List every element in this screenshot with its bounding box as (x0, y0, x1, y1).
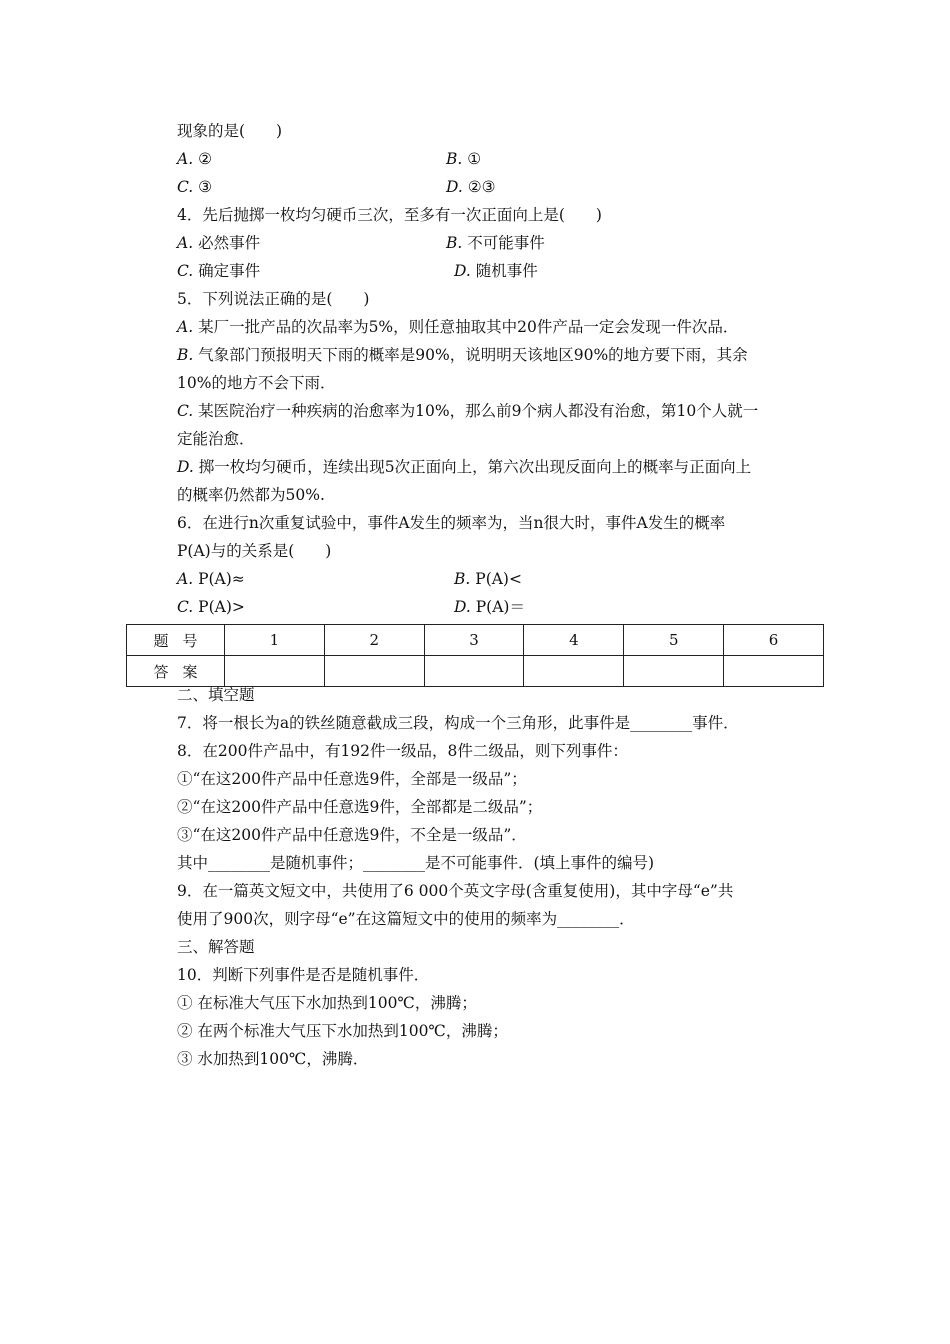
option-letter: A. (177, 234, 194, 252)
answer-table-header-row (127, 625, 824, 656)
answer-cell[interactable] (624, 656, 724, 687)
q5-option-d (177, 457, 751, 477)
option-letter: D. (454, 598, 471, 616)
q4-option-c (177, 261, 260, 281)
option-letter: A. (177, 570, 194, 588)
q8-item-2: ②“在这200件产品中任意选9件，全部都是二级品”； (177, 798, 543, 816)
option-text: ① (467, 150, 482, 168)
option-letter: B. (454, 570, 471, 588)
option-text: 气象部门预报明天下雨的概率是90%，说明明天该地区90%的地方要下雨，其余 (198, 346, 748, 364)
option-text: 某厂一批产品的次品率为5%，则任意抽取其中20件产品一定会发现一件次品． (198, 318, 739, 336)
q6-stem-cont: P(A)与的关系是( ) (177, 542, 332, 560)
question-number-cell: 1 (225, 625, 325, 656)
q8-item-1: ①“在这200件产品中任意选9件，全部是一级品”； (177, 770, 527, 788)
q6-option-d (454, 597, 525, 617)
option-text: 必然事件 (198, 234, 261, 252)
option-letter: B. (446, 234, 463, 252)
option-letter: D. (177, 458, 194, 476)
q5-option-b (177, 345, 748, 365)
option-text: P(A)＝ (475, 598, 525, 616)
option-letter: B. (446, 150, 463, 168)
answer-table (126, 624, 824, 687)
q8-item-3: ③“在这200件产品中任意选9件，不全是一级品”． (177, 826, 527, 844)
q3-option-d (446, 177, 496, 197)
question-number-cell: 4 (524, 625, 624, 656)
section-heading-fill-in: 二、填空题 (177, 686, 255, 704)
option-text: 掷一枚均匀硬币，连续出现5次正面向上，第六次出现反面向上的概率与正面向上 (198, 458, 752, 476)
option-letter: A. (177, 318, 194, 336)
q5-stem: 5．下列说法正确的是( ) (177, 290, 370, 308)
q10-item-1: ① 在标准大气压下水加热到100℃，沸腾； (177, 994, 477, 1012)
q7-stem: 7．将一根长为a的铁丝随意截成三段，构成一个三角形，此事件是________事件． (177, 714, 739, 732)
q5-option-c-cont: 定能治愈． (177, 430, 255, 448)
question-number-cell: 3 (424, 625, 524, 656)
option-letter: C. (177, 598, 194, 616)
question-number-cell: 5 (624, 625, 724, 656)
answer-table-answer-row (127, 656, 824, 687)
answer-cell[interactable] (524, 656, 624, 687)
question-number-cell: 6 (724, 625, 824, 656)
option-letter: D. (446, 178, 463, 196)
q6-option-c (177, 597, 245, 617)
q10-stem: 10．判断下列事件是否是随机事件． (177, 966, 430, 984)
q6-stem: 6．在进行n次重复试验中，事件A发生的频率为，当n很大时，事件A发生的概率 (177, 514, 726, 532)
option-letter: C. (177, 402, 194, 420)
q8-stem: 8．在200件产品中，有192件一级品，8件二级品，则下列事件： (177, 742, 628, 760)
q9-stem: 9．在一篇英文短文中，共使用了6 000个英文字母(含重复使用)，其中字母“e”共 (177, 882, 734, 900)
option-letter: C. (177, 178, 194, 196)
option-text: 不可能事件 (467, 234, 545, 252)
q10-item-3: ③ 水加热到100℃，沸腾． (177, 1050, 369, 1068)
q4-option-b (446, 233, 545, 253)
option-text: 确定事件 (198, 262, 261, 280)
q4-stem: 4．先后抛掷一枚均匀硬币三次，至多有一次正面向上是( ) (177, 206, 602, 224)
option-letter: B. (177, 346, 194, 364)
option-letter: A. (177, 150, 194, 168)
option-text: ②③ (467, 178, 496, 196)
option-text: P(A)< (475, 570, 522, 588)
q8-tail: 其中________是随机事件；________是不可能事件．(填上事件的编号) (177, 854, 655, 872)
table-row-header: 答案 (127, 656, 225, 687)
q10-item-2: ② 在两个标准大气压下水加热到100℃，沸腾； (177, 1022, 508, 1040)
q9-stem-cont: 使用了900次，则字母“e”在这篇短文中的使用的频率为________． (177, 910, 635, 928)
q4-option-d (454, 261, 538, 281)
option-letter: C. (177, 262, 194, 280)
answer-cell[interactable] (324, 656, 424, 687)
question-number-cell: 2 (324, 625, 424, 656)
option-text: P(A)> (198, 598, 245, 616)
q6-option-a (177, 569, 245, 589)
option-text: P(A)≈ (198, 570, 245, 588)
q5-option-a (177, 317, 738, 337)
q5-option-b-cont: 10%的地方不会下雨． (177, 374, 336, 392)
option-text: 随机事件 (475, 262, 538, 280)
option-letter: D. (454, 262, 471, 280)
q3-option-c (177, 177, 212, 197)
option-text: 某医院治疗一种疾病的治愈率为10%，那么前9个病人都没有治愈，第10个人就一 (198, 402, 759, 420)
option-text: ② (198, 150, 212, 168)
q4-option-a (177, 233, 260, 253)
table-row-header: 题号 (127, 625, 225, 656)
answer-cell[interactable] (225, 656, 325, 687)
q5-option-d-cont: 的概率仍然都为50%. (177, 486, 325, 504)
answer-cell[interactable] (424, 656, 524, 687)
answer-cell[interactable] (724, 656, 824, 687)
section-heading-answer: 三、解答题 (177, 938, 255, 956)
option-text: ③ (198, 178, 213, 196)
q5-option-c (177, 401, 758, 421)
q3-option-b (446, 149, 481, 169)
q6-option-b (454, 569, 522, 589)
q3-option-a (177, 149, 212, 169)
q3-stem-tail: 现象的是( ) (177, 122, 283, 140)
